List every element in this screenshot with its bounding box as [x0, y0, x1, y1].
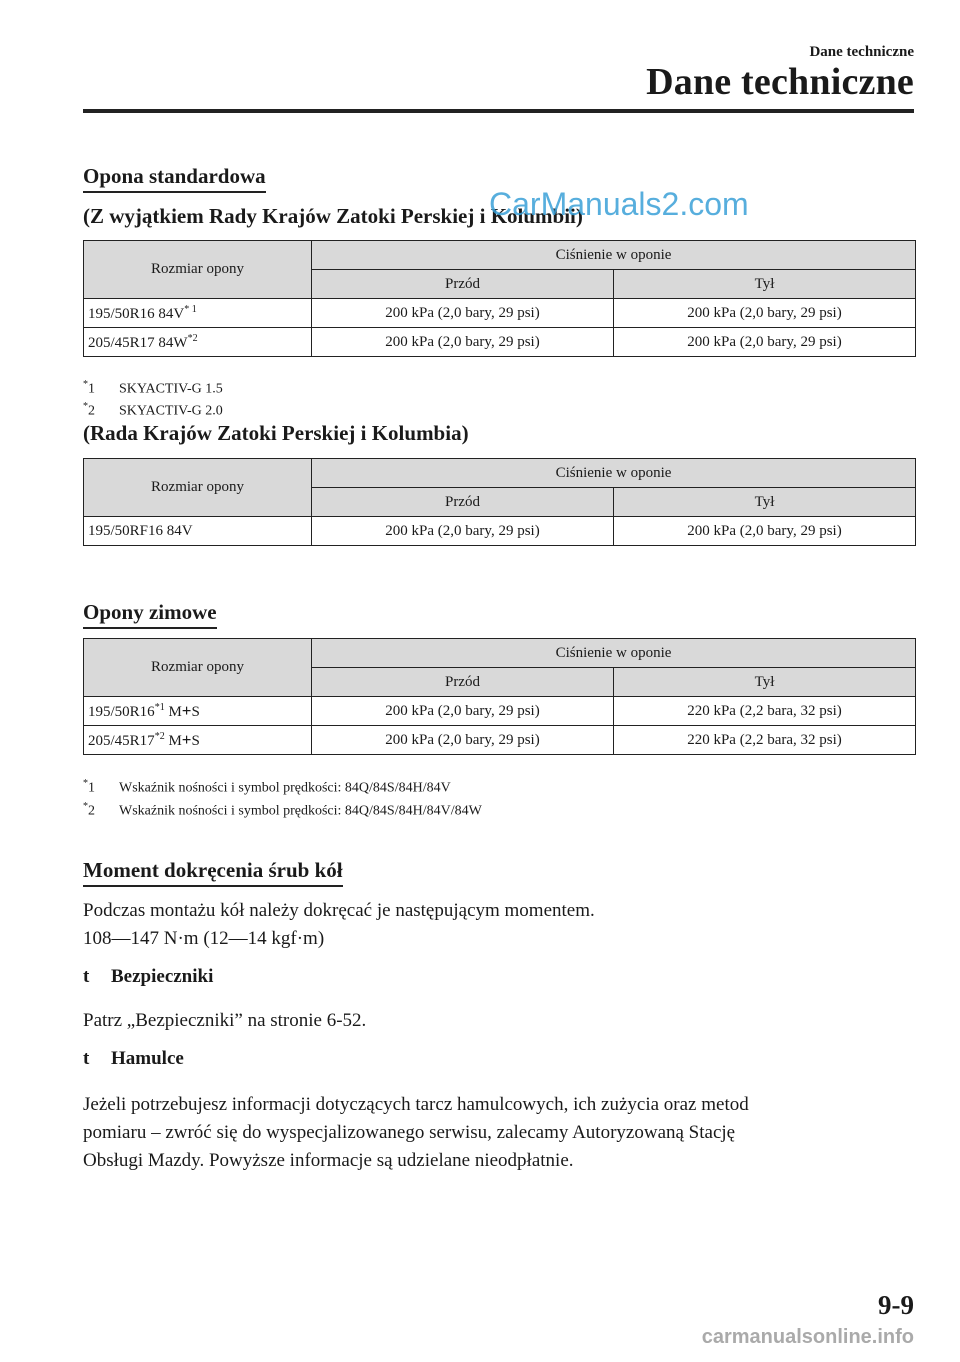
section-title-winter-tires: Opony zimowe — [83, 600, 217, 629]
footnote: *2 Wskaźnik nośności i symbol prędkości: 84Q/84S/84H/84V/84W — [83, 801, 482, 819]
torque-instruction: Podczas montażu kół należy dokręcać je następującym momentem. — [83, 900, 595, 921]
section-title-wheel-torque: Moment dokręcenia śrub kół — [83, 858, 343, 887]
rear-pressure-cell: 220 kPa (2,2 bara, 32 psi) — [614, 697, 916, 726]
brakes-text-line: Jeżeli potrzebujesz informacji dotyczących tarcz hamulcowych, ich zużycia oraz metod — [83, 1094, 749, 1115]
table-row — [84, 299, 916, 328]
footnote: *2 SKYACTIV-G 2.0 — [83, 401, 223, 419]
site-watermark: carmanualsonline.info — [701, 1326, 914, 1348]
subtitle-gcc-colombia: (Rada Krajów Zatoki Perskiej i Kolumbia) — [83, 421, 469, 445]
table-row — [84, 328, 916, 357]
header-rear: Tył — [614, 270, 916, 299]
page-number: 9-9 — [878, 1290, 914, 1320]
front-pressure-cell: 200 kPa (2,0 bary, 29 psi) — [312, 328, 614, 357]
header-rule — [83, 109, 914, 113]
front-pressure-cell: 200 kPa (2,0 bary, 29 psi) — [312, 517, 614, 546]
header-tire-pressure: Ciśnienie w oponie — [312, 241, 916, 270]
bullet-marker-icon: t — [83, 966, 90, 987]
bullet-marker-icon: t — [83, 1048, 90, 1069]
header-front: Przód — [312, 488, 614, 517]
header-tire-size: Rozmiar opony — [84, 459, 312, 517]
gcc-tire-table — [83, 458, 916, 546]
tire-size-cell: 195/50R16$^{*1}$ M+S — [84, 697, 312, 726]
watermark: CarManuals2.com — [489, 186, 749, 222]
front-pressure-cell: 200 kPa (2,0 bary, 29 psi) — [312, 726, 614, 755]
front-pressure-cell: 200 kPa (2,0 bary, 29 psi) — [312, 697, 614, 726]
subtitle-except-gcc: (Z wyjątkiem Rady Krajów Zatoki Perskiej i Kolumbii) — [83, 204, 583, 228]
rear-pressure-cell: 220 kPa (2,2 bara, 32 psi) — [614, 726, 916, 755]
fuses-heading: t Bezpieczniki — [83, 966, 214, 987]
header-tire-size: Rozmiar opony — [84, 639, 312, 697]
front-pressure-cell: 200 kPa (2,0 bary, 29 psi) — [312, 299, 614, 328]
header-tire-pressure: Ciśnienie w oponie — [312, 639, 916, 668]
table-row — [84, 697, 916, 726]
section-title-standard-tire: Opona standardowa — [83, 164, 266, 193]
torque-value: 108—147 N·m (12—14 kgf·m) — [83, 928, 325, 949]
header-tire-pressure: Ciśnienie w oponie — [312, 459, 916, 488]
footnote: *1 Wskaźnik nośności i symbol prędkości: 84Q/84S/84H/84V — [83, 778, 451, 796]
tire-size-cell: 205/45R17$^{*2}$ M+S — [84, 726, 312, 755]
winter-tire-table — [83, 638, 916, 755]
tire-size-cell: 205/45R17 $84W^{*2}$ — [84, 328, 312, 357]
table-row — [84, 517, 916, 546]
header-front: Przód — [312, 270, 614, 299]
table-row — [84, 726, 916, 755]
brakes-text-line: Obsługi Mazdy. Powyższe informacje są udzielane nieodpłatnie. — [83, 1150, 574, 1171]
footnote: *1 SKYACTIV-G 1.5 — [83, 379, 223, 397]
brakes-heading: t Hamulce — [83, 1048, 184, 1069]
brakes-text-line: pomiaru – zwróć się do wyspecjalizowanego serwisu, zalecamy Autoryzowaną Stację — [83, 1122, 736, 1143]
header-rear: Tył — [614, 488, 916, 517]
header-tire-size: Rozmiar opony — [84, 241, 312, 299]
header-front: Przód — [312, 668, 614, 697]
standard-tire-table — [83, 240, 916, 357]
tire-size-cell: 195/50R16 $84V^{* 1}$ — [84, 299, 312, 328]
fuses-reference: Patrz „Bezpieczniki” na stronie 6-52. — [83, 1010, 367, 1031]
running-header: Dane techniczne — [809, 44, 914, 60]
header-rear: Tył — [614, 668, 916, 697]
chapter-title: Dane techniczne — [646, 61, 914, 103]
rear-pressure-cell: 200 kPa (2,0 bary, 29 psi) — [614, 299, 916, 328]
rear-pressure-cell: 200 kPa (2,0 bary, 29 psi) — [614, 328, 916, 357]
tire-size-cell: 195/50RF16 84V — [84, 517, 312, 546]
rear-pressure-cell: 200 kPa (2,0 bary, 29 psi) — [614, 517, 916, 546]
